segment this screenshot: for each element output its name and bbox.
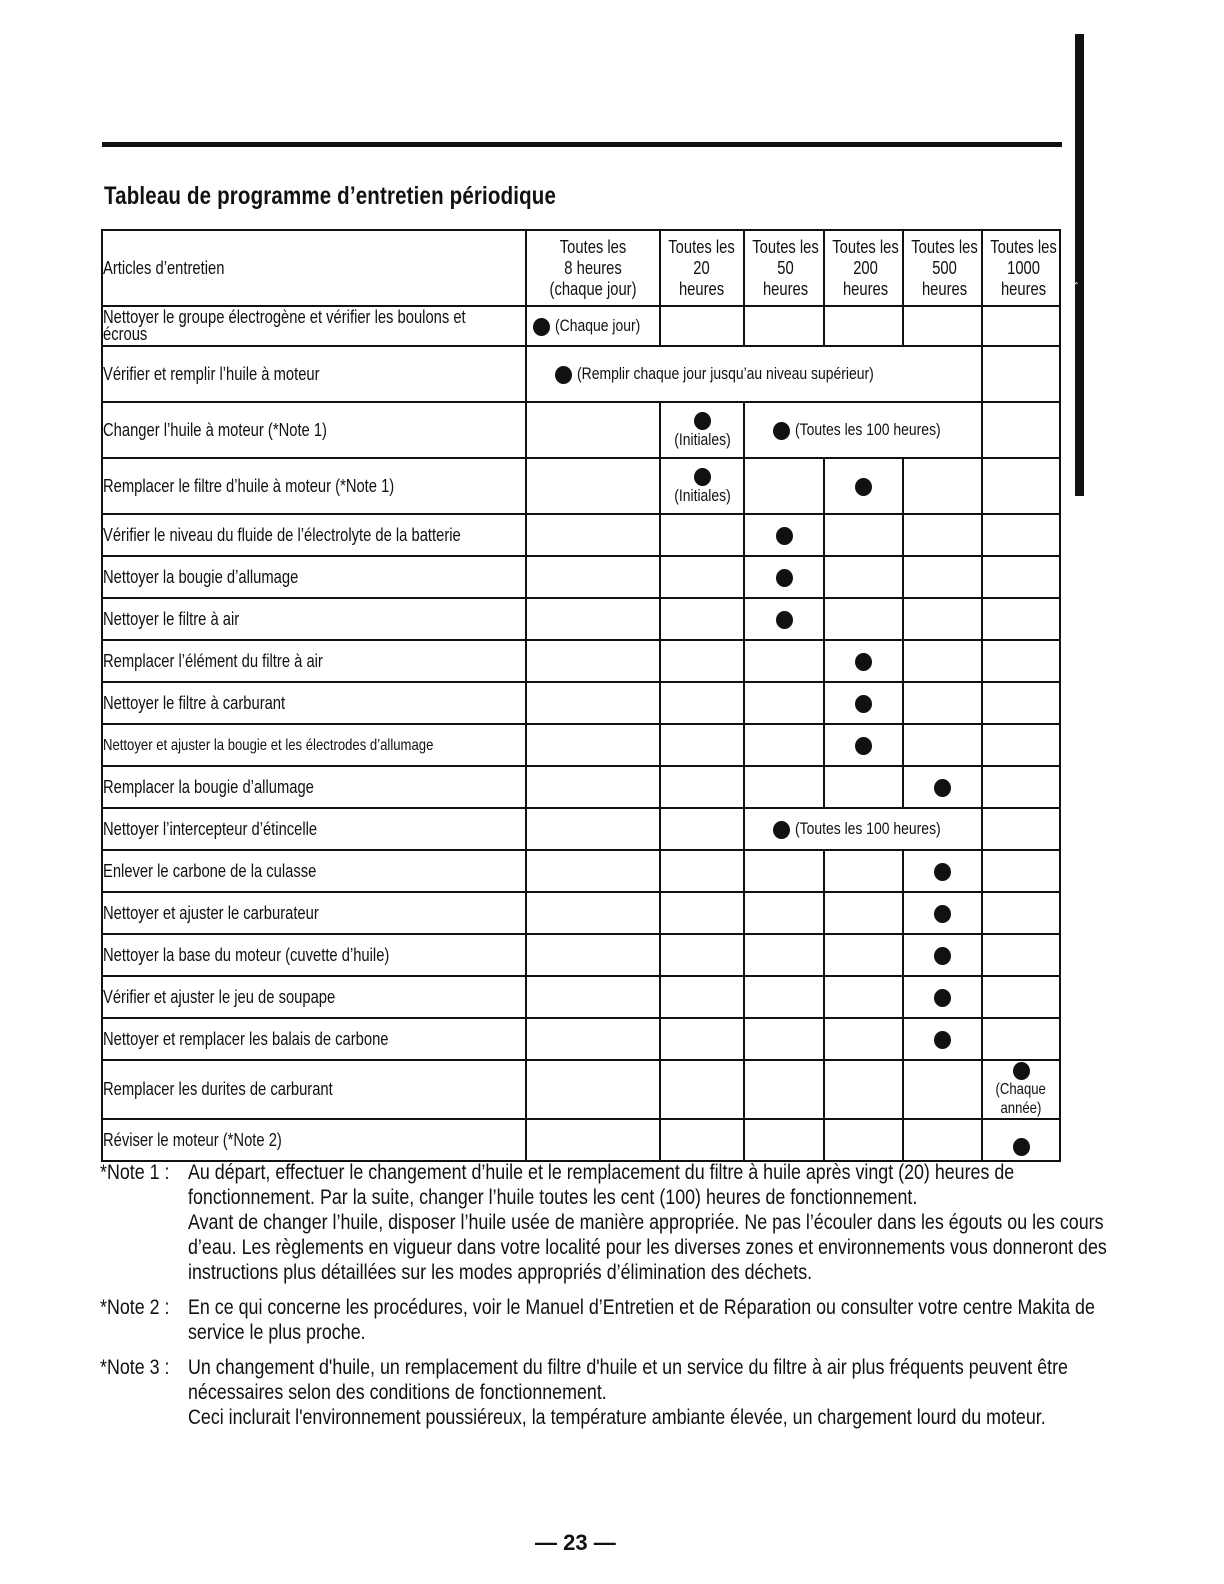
table-row: Nettoyer la bougie d’allumage — [102, 556, 1060, 598]
bullet-icon — [776, 569, 793, 587]
bullet-icon — [776, 611, 793, 629]
table-row: Vérifier et ajuster le jeu de soupape — [102, 976, 1060, 1018]
table-row: Nettoyer le filtre à carburant — [102, 682, 1060, 724]
header-500h: Toutes les 500 heures — [903, 230, 982, 306]
table-row: Vérifier et remplir l’huile à moteur (Remplir chaque jour jusqu’au niveau supérieur) — [102, 346, 1060, 402]
table-row: Enlever le carbone de la culasse — [102, 850, 1060, 892]
note-1: *Note 1 : Au départ, effectuer le changement d’huile et le remplacement du filtre à huile après vingt (20) heures de fonctionnement. Par la suite, changer l’huile toutes les cent (100) heures de fonctionnement. Avant de changer l’huile, disposer l’huile usée de manière appropriée. Ne pas l’écouler dans les égouts ou les cours d’eau. Les règlements en vigueur dans votre localité pour les diverses zones et environnements vous donneront des instructions plus détaillées sur les modes appropriés d’élimination des déchets. — [100, 1161, 1107, 1284]
bullet-icon — [934, 779, 951, 797]
table-row: Remplacer le filtre d’huile à moteur (*Note 1) (Initiales) — [102, 458, 1060, 514]
bullet-icon — [694, 468, 711, 486]
bullet-icon — [934, 989, 951, 1007]
page-number: — 23 — — [535, 1530, 616, 1555]
table-row: Réviser le moteur (*Note 2) — [102, 1119, 1060, 1161]
header-items: Articles d’entretien — [102, 230, 526, 306]
page-title: Tableau de programme d’entretien périodique — [104, 182, 557, 210]
footnotes — [100, 1160, 1107, 1440]
header-50h: Toutes les 50 heures — [744, 230, 824, 306]
bullet-icon — [555, 366, 572, 384]
note-3: *Note 3 : Un changement d'huile, un remplacement du filtre d'huile et un service du filtre à air plus fréquents peuvent être nécessaires selon des conditions de fonctionnement. Ceci inclurait l'environnement poussiéreux, la température ambiante élevée, un chargement lourd du moteur. — [100, 1356, 1068, 1429]
table-row: Changer l’huile à moteur (*Note 1) (Initiales) (Toutes les 100 heures) — [102, 402, 1060, 458]
bullet-icon — [1013, 1062, 1030, 1080]
table-row: Remplacer la bougie d’allumage — [102, 766, 1060, 808]
language-side-tab-label: FRANÇAISE — [1066, 248, 1078, 322]
bullet-icon — [934, 905, 951, 923]
table-row: Nettoyer et ajuster le carburateur — [102, 892, 1060, 934]
header-200h: Toutes les 200 heures — [824, 230, 903, 306]
bullet-icon — [934, 863, 951, 881]
note-2: *Note 2 : En ce qui concerne les procédures, voir le Manuel d’Entretien et de Réparation ou consulter votre centre Makita de service le plus proche. — [100, 1296, 1095, 1344]
table-row: Vérifier le niveau du fluide de l’électrolyte de la batterie — [102, 514, 1060, 556]
bullet-icon — [773, 821, 790, 839]
bullet-icon — [855, 695, 872, 713]
table-row: Nettoyer et remplacer les balais de carbone — [102, 1018, 1060, 1060]
bullet-icon — [773, 422, 790, 440]
bullet-icon — [1013, 1138, 1030, 1156]
top-rule — [102, 142, 1062, 147]
table-row: Nettoyer le groupe électrogène et vérifier les boulons et écrous (Chaque jour) — [102, 306, 1060, 346]
bullet-icon — [533, 318, 550, 336]
bullet-icon — [855, 478, 872, 496]
header-20h: Toutes les 20 heures — [660, 230, 744, 306]
table-row: Remplacer l’élément du filtre à air — [102, 640, 1060, 682]
table-row: Nettoyer la base du moteur (cuvette d’huile) — [102, 934, 1060, 976]
table-row: Nettoyer l’intercepteur d’étincelle (Toutes les 100 heures) — [102, 808, 1060, 850]
bullet-icon — [934, 1031, 951, 1049]
bullet-icon — [855, 653, 872, 671]
header-1000h: Toutes les 1000 heures — [982, 230, 1060, 306]
table-row: Remplacer les durites de carburant (Chaque année) — [102, 1060, 1060, 1119]
bullet-icon — [694, 412, 711, 430]
bullet-icon — [934, 947, 951, 965]
header-8h: Toutes les 8 heures (chaque jour) — [526, 230, 660, 306]
maintenance-schedule-table — [101, 229, 1061, 1162]
table-row: Nettoyer le filtre à air — [102, 598, 1060, 640]
bullet-icon — [855, 737, 872, 755]
table-row: Nettoyer et ajuster la bougie et les électrodes d’allumage — [102, 724, 1060, 766]
bullet-icon — [776, 527, 793, 545]
table-header-row — [102, 230, 1060, 306]
